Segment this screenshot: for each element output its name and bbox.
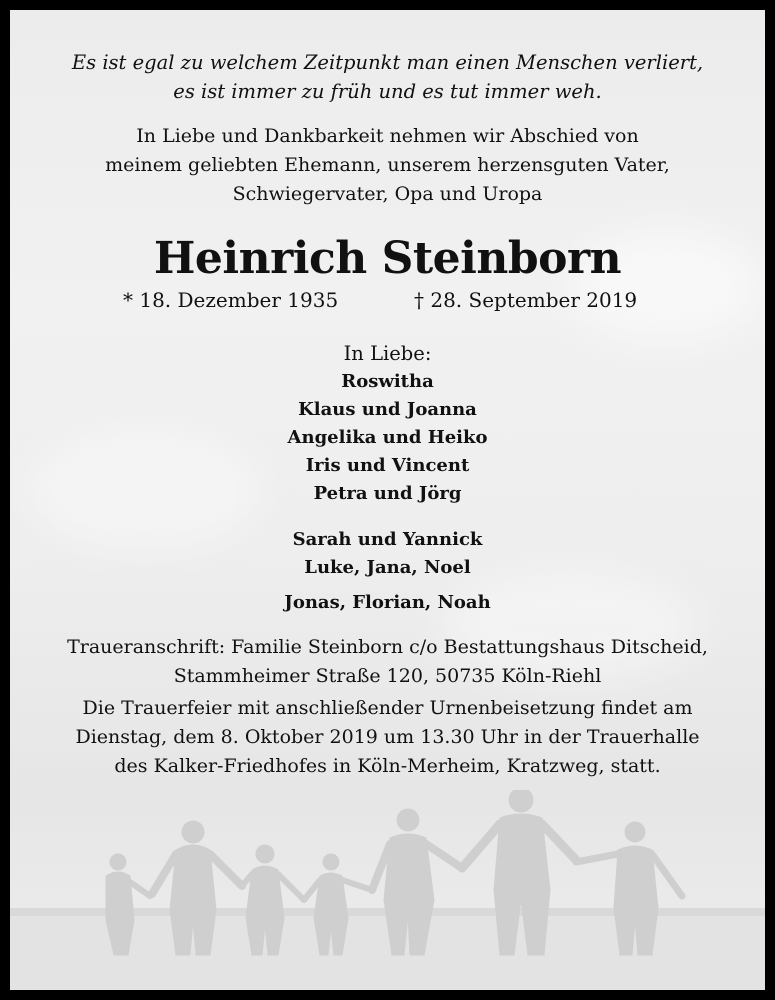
service-line: des Kalker-Friedhofes in Köln-Merheim, Kratzweg, statt. [114, 755, 661, 777]
family-silhouette-image [10, 790, 765, 990]
farewell-intro [10, 122, 765, 209]
birth-date: * 18. Dezember 1935 [123, 288, 339, 312]
funeral-service-info [10, 694, 765, 781]
mourner-name: Luke, Jana, Noel [304, 557, 471, 578]
intro-line: meinem geliebten Ehemann, unserem herzensguten Vater, [105, 154, 670, 176]
mourners-heading: In Liebe: [343, 342, 432, 365]
quote-line: Es ist egal zu welchem Zeitpunkt man einen Menschen verliert, [71, 51, 704, 74]
mourner-name: Roswitha [341, 371, 434, 392]
intro-line: In Liebe und Dankbarkeit nehmen wir Abschied von [136, 125, 639, 147]
mourner-name: Sarah und Yannick [292, 529, 483, 550]
deceased-name: Heinrich Steinborn [153, 233, 622, 284]
figure-child [323, 854, 339, 870]
mourners-group [10, 368, 765, 508]
mourner-name: Klaus und Joanna [298, 399, 477, 420]
mourners-group [10, 589, 765, 617]
mourner-name: Angelika und Heiko [287, 427, 488, 448]
figure-child [256, 845, 274, 863]
life-dates [10, 288, 765, 316]
service-line: Dienstag, dem 8. Oktober 2019 um 13.30 Uhr in der Trauerhalle [75, 726, 700, 748]
mourner-name: Petra und Jörg [313, 483, 462, 504]
address-line: Traueranschrift: Familie Steinborn c/o Bestattungshaus Ditscheid, [67, 636, 708, 658]
figure-adult [182, 821, 204, 843]
address-line: Stammheimer Straße 120, 50735 Köln-Riehl [173, 665, 602, 687]
figure-adult [509, 790, 533, 812]
figure-adult [397, 809, 419, 831]
quote-line: es ist immer zu früh und es tut immer weh. [173, 80, 602, 103]
death-date: † 28. September 2019 [414, 288, 638, 312]
intro-line: Schwiegervater, Opa und Uropa [232, 183, 543, 205]
mourner-name: Iris und Vincent [305, 455, 470, 476]
mourning-address [10, 633, 765, 691]
service-line: Die Trauerfeier mit anschließender Urnenbeisetzung findet am [82, 697, 693, 719]
obituary-notice [10, 10, 765, 990]
figure-child [625, 822, 645, 842]
figure-child [110, 854, 126, 870]
mourner-name: Jonas, Florian, Noah [284, 592, 491, 613]
memorial-quote [10, 48, 765, 106]
mourners-group [10, 526, 765, 582]
